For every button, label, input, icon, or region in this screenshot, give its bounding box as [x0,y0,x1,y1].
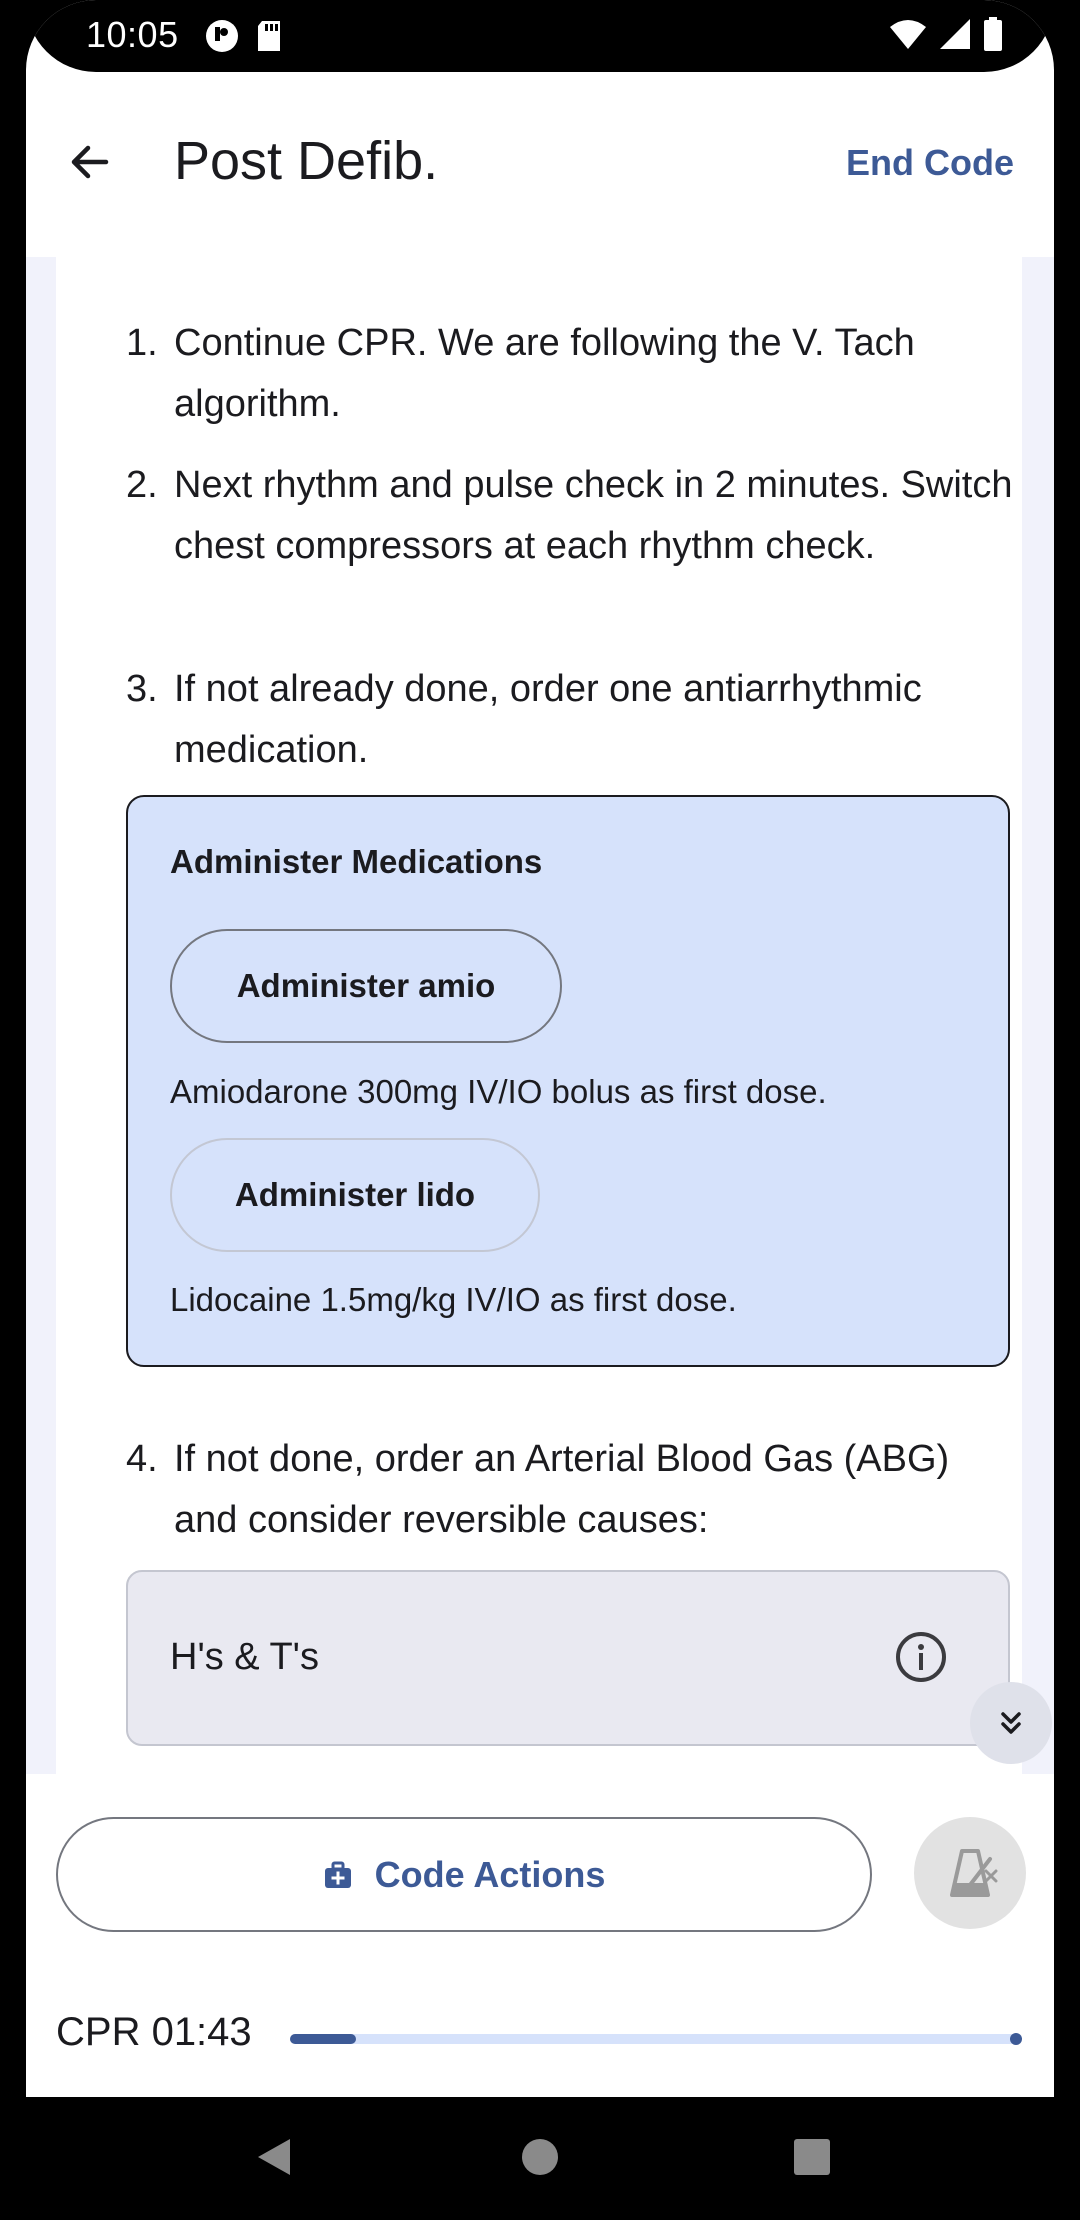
step-number: 2. [126,464,158,506]
square-recents-icon [793,2138,831,2176]
step-number: 3. [126,668,158,710]
battery-icon [982,16,1004,57]
code-actions-label: Code Actions [374,1853,606,1895]
content-card [56,257,1022,1774]
step-3 [126,659,1006,781]
media-icon [204,18,240,59]
lido-description: Lidocaine 1.5mg/kg IV/IO as first dose. [170,1281,737,1318]
medications-title: Administer Medications [170,843,543,880]
status-icons-left [204,18,284,59]
triangle-back-icon [254,2135,294,2179]
page-title: Post Defib. [174,131,439,191]
step-text: Continue CPR. We are following the V. Tach algorithm. [174,322,915,425]
status-bar [26,0,1054,72]
back-button[interactable] [50,122,130,202]
arrow-left-icon [66,138,114,186]
cpr-progress-end-dot [1010,2033,1022,2045]
step-2 [126,455,1013,638]
circle-home-icon [520,2137,560,2177]
step-text: Next rhythm and pulse check in 2 minutes. Switch chest compressors at each rhythm check. [174,464,1013,567]
status-time: 10:05 [86,14,179,55]
step-1 [126,313,1006,435]
step-text: If not already done, order one antiarrhythmic medication. [174,668,922,771]
nav-back-button[interactable] [244,2127,304,2187]
step-number: 1. [126,322,158,364]
nav-recents-button[interactable] [782,2127,842,2187]
step-number: 4. [126,1438,158,1480]
bottom-panel [26,1774,1054,2097]
metronome-off-icon [942,1845,998,1901]
administer-amio-button[interactable]: Administer amio [170,929,562,1043]
hs-ts-label: H's & T's [170,1636,319,1678]
scroll-down-button[interactable] [970,1682,1052,1764]
cpr-progress-fill [290,2034,356,2044]
status-icons-right [888,16,1004,57]
system-nav-bar [26,2097,1054,2220]
nav-home-button[interactable] [510,2127,570,2187]
app-bar [26,72,1054,257]
cpr-progress-bar [290,2034,1020,2044]
administer-lido-button[interactable]: Administer lido [170,1138,540,1252]
screen [26,0,1054,2220]
code-actions-button[interactable] [56,1817,872,1932]
wifi-icon [888,17,928,56]
administer-medications-card [126,795,1010,1367]
step-4 [126,1429,1006,1551]
medical-kit-icon [323,1860,353,1890]
signal-icon [938,17,972,56]
step-text: If not done, order an Arterial Blood Gas (ABG) and consider reversible causes: [174,1438,950,1541]
amio-description: Amiodarone 300mg IV/IO bolus as first dose. [170,1073,827,1110]
sd-card-icon [254,18,284,59]
metronome-button[interactable] [914,1817,1026,1929]
double-chevron-down-icon [994,1706,1028,1740]
content-scroll-area[interactable] [26,257,1054,1774]
cpr-timer: CPR 01:43 [56,2010,252,2054]
info-icon[interactable] [894,1630,948,1689]
hs-and-ts-card[interactable] [126,1570,1010,1746]
end-code-button[interactable]: End Code [846,142,1014,183]
